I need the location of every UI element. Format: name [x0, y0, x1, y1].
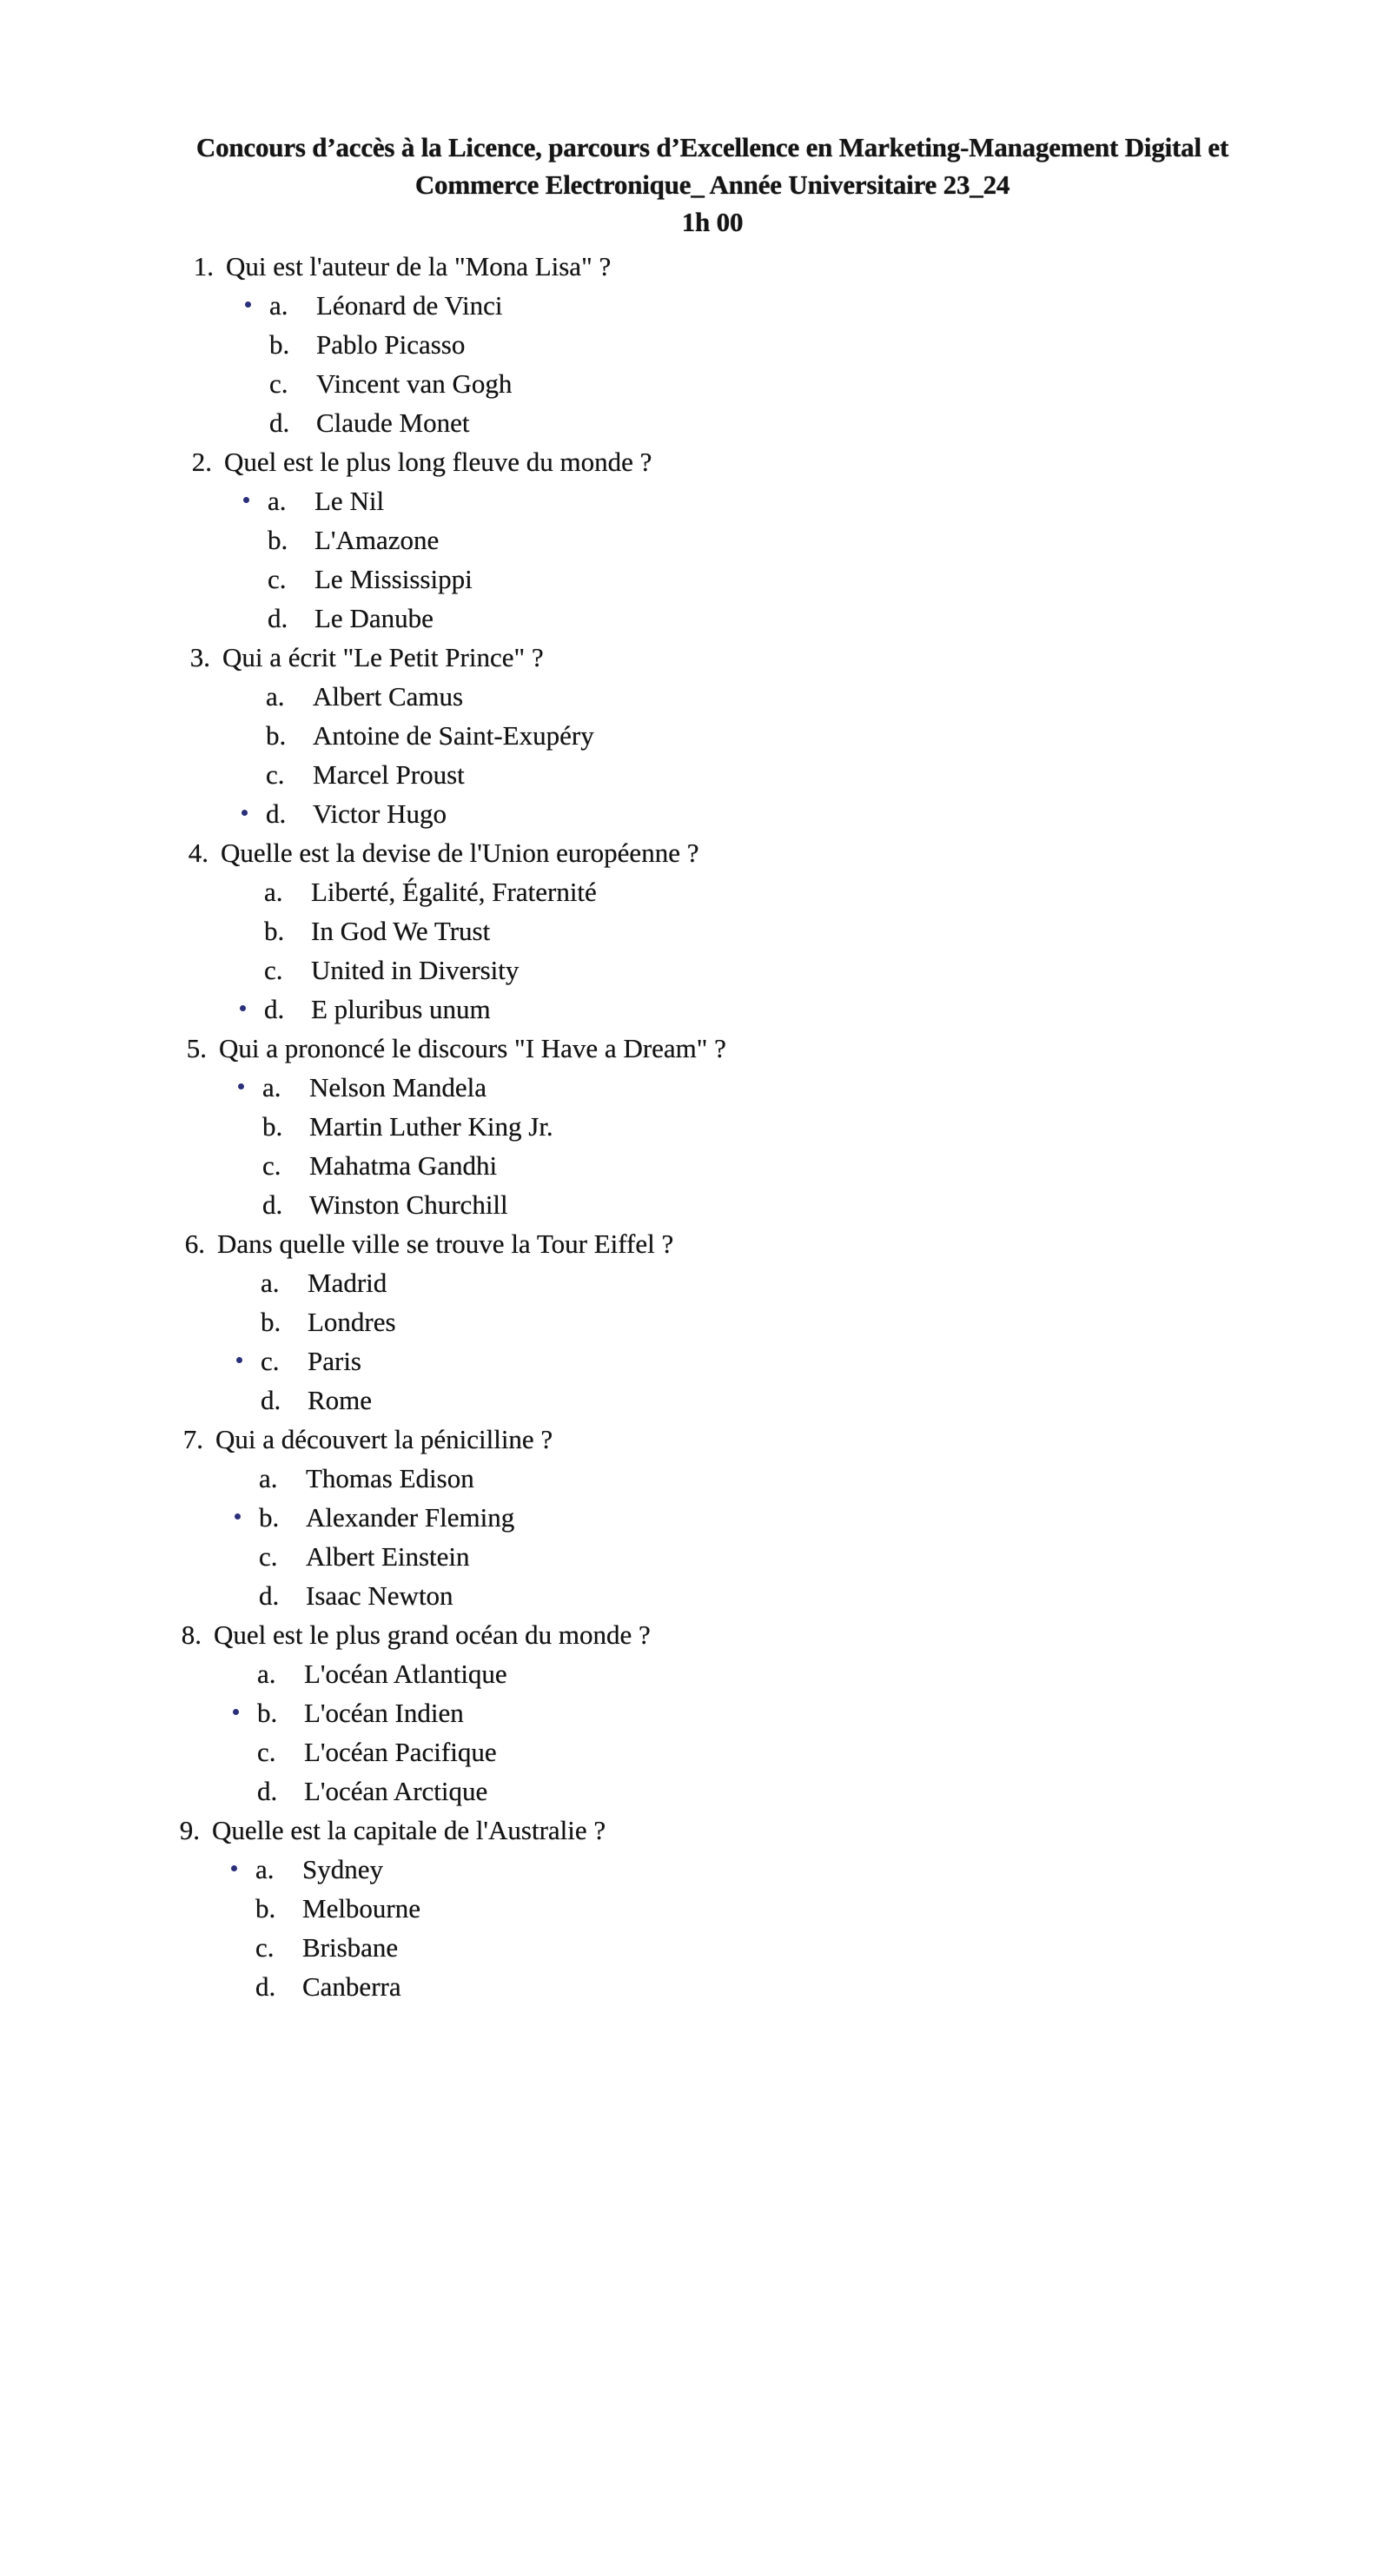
question-number: 5. — [186, 1033, 207, 1063]
question-number: 6. — [184, 1228, 205, 1259]
option-a[interactable] — [163, 1850, 1208, 1889]
option-d[interactable] — [174, 794, 1208, 833]
question-text: Qui est l'auteur de la "Mona Lisa" ? — [226, 251, 612, 281]
option-letter: c. — [264, 955, 283, 985]
option-text: Albert Einstein — [306, 1541, 470, 1572]
option-letter: a. — [262, 1072, 281, 1103]
option-b[interactable] — [177, 325, 1208, 364]
option-letter: a. — [255, 1854, 275, 1884]
exam-header — [130, 129, 1294, 241]
option-letter: d. — [257, 1776, 278, 1806]
option-text: Winston Churchill — [309, 1189, 508, 1220]
option-letter: b. — [266, 720, 287, 751]
option-list — [175, 481, 1208, 638]
option-c[interactable] — [174, 755, 1208, 794]
option-text: Antoine de Saint-Exupéry — [313, 720, 594, 751]
option-text: In God We Trust — [311, 916, 491, 946]
question-number: 7. — [182, 1424, 203, 1454]
option-text: Thomas Edison — [306, 1463, 474, 1493]
question-stem — [170, 1029, 1208, 1068]
option-text: E pluribus unum — [311, 994, 491, 1024]
exam-duration: 1h 00 — [681, 207, 744, 237]
option-list — [163, 1850, 1208, 2006]
option-text: Paris — [308, 1346, 361, 1376]
answer-mark — [233, 1709, 239, 1715]
option-letter: d. — [266, 798, 287, 829]
answer-mark — [245, 301, 251, 308]
option-a[interactable] — [165, 1654, 1208, 1693]
option-text: Albert Camus — [313, 681, 464, 712]
answer-mark — [240, 1005, 246, 1011]
option-text: Marcel Proust — [313, 759, 465, 790]
option-letter: b. — [268, 525, 288, 555]
option-d[interactable] — [175, 599, 1208, 638]
option-text: United in Diversity — [311, 955, 520, 985]
question-stem — [165, 1615, 1208, 1654]
option-list — [172, 872, 1208, 1029]
option-letter: a. — [261, 1268, 280, 1298]
option-list — [174, 677, 1208, 833]
option-c[interactable] — [177, 364, 1208, 403]
header-title-line-2: Commerce Electronique_ Année Universitaire 23_24 — [414, 169, 1010, 200]
option-d[interactable] — [163, 1967, 1208, 2006]
option-text: Martin Luther King Jr. — [309, 1111, 553, 1142]
option-c[interactable] — [169, 1341, 1208, 1381]
question-text: Qui a prononcé le discours "I Have a Dream" ? — [219, 1033, 726, 1063]
option-letter: b. — [261, 1307, 281, 1337]
option-letter: c. — [269, 368, 288, 399]
option-text: Léonard de Vinci — [316, 290, 503, 321]
option-text: Claude Monet — [316, 407, 470, 438]
option-text: Nelson Mandela — [309, 1072, 487, 1103]
question-text: Dans quelle ville se trouve la Tour Eiffel ? — [217, 1228, 674, 1259]
option-c[interactable] — [167, 1537, 1208, 1576]
option-d[interactable] — [167, 1576, 1208, 1615]
option-text: L'océan Pacifique — [304, 1737, 497, 1767]
option-letter: c. — [257, 1737, 276, 1767]
option-a[interactable] — [177, 286, 1208, 325]
option-d[interactable] — [170, 1185, 1208, 1224]
option-a[interactable] — [174, 677, 1208, 716]
answer-mark — [236, 1357, 242, 1363]
option-list — [169, 1263, 1208, 1420]
option-letter: c. — [268, 564, 287, 594]
option-b[interactable] — [172, 911, 1208, 950]
answer-mark — [243, 497, 249, 503]
option-letter: c. — [259, 1541, 278, 1572]
option-list — [177, 286, 1208, 442]
option-d[interactable] — [169, 1381, 1208, 1420]
option-letter: b. — [262, 1111, 283, 1142]
question-3 — [174, 638, 1208, 833]
option-letter: b. — [269, 329, 290, 360]
option-c[interactable] — [172, 950, 1208, 990]
question-8 — [165, 1615, 1208, 1811]
option-text: Mahatma Gandhi — [309, 1150, 498, 1181]
option-text: Le Danube — [314, 603, 434, 633]
answer-mark — [235, 1513, 241, 1520]
option-letter: d. — [255, 1971, 276, 2002]
question-number: 4. — [188, 838, 208, 868]
option-text: Brisbane — [302, 1932, 399, 1963]
option-text: Londres — [308, 1307, 396, 1337]
question-number: 1. — [193, 251, 214, 281]
option-letter: d. — [264, 994, 285, 1024]
option-b[interactable] — [163, 1889, 1208, 1928]
option-b[interactable] — [165, 1693, 1208, 1732]
option-letter: d. — [262, 1189, 283, 1220]
question-number: 9. — [179, 1815, 200, 1845]
question-text: Quelle est la devise de l'Union européenne ? — [221, 838, 699, 868]
question-4 — [172, 833, 1208, 1029]
header-title-line-1: Concours d’accès à la Licence, parcours d’Excellence en Marketing-Management Digital et — [195, 132, 1229, 162]
option-text: Liberté, Égalité, Fraternité — [311, 877, 597, 907]
option-letter: a. — [259, 1463, 278, 1493]
option-text: L'océan Arctique — [304, 1776, 488, 1806]
option-letter: a. — [257, 1659, 276, 1689]
question-text: Quel est le plus long fleuve du monde ? — [224, 447, 652, 477]
option-letter: a. — [268, 486, 287, 516]
question-list — [165, 247, 1208, 2006]
question-2 — [175, 442, 1208, 638]
option-text: Le Mississippi — [314, 564, 473, 594]
option-letter: a. — [266, 681, 285, 712]
option-letter: d. — [268, 603, 288, 633]
question-5 — [170, 1029, 1208, 1224]
question-stem — [172, 833, 1208, 872]
question-stem — [167, 1420, 1208, 1459]
question-text: Quel est le plus grand océan du monde ? — [214, 1619, 651, 1650]
option-text: Vincent van Gogh — [316, 368, 513, 399]
option-a[interactable] — [172, 872, 1208, 911]
option-text: Canberra — [302, 1971, 401, 2002]
question-stem — [174, 638, 1208, 677]
question-stem — [163, 1811, 1208, 1850]
question-text: Qui a écrit "Le Petit Prince" ? — [222, 642, 544, 672]
option-d[interactable] — [172, 990, 1208, 1029]
option-list — [170, 1068, 1208, 1224]
option-b[interactable] — [175, 520, 1208, 560]
answer-mark — [231, 1865, 237, 1871]
option-letter: b. — [255, 1893, 276, 1924]
option-list — [165, 1654, 1208, 1811]
option-b[interactable] — [167, 1498, 1208, 1537]
option-c[interactable] — [163, 1928, 1208, 1967]
option-text: Rome — [308, 1385, 373, 1415]
option-a[interactable] — [169, 1263, 1208, 1302]
option-d[interactable] — [165, 1771, 1208, 1811]
question-number: 8. — [181, 1619, 202, 1650]
option-b[interactable] — [174, 716, 1208, 755]
option-a[interactable] — [175, 481, 1208, 520]
question-stem — [177, 247, 1208, 286]
option-a[interactable] — [167, 1459, 1208, 1498]
question-stem — [169, 1224, 1208, 1263]
option-d[interactable] — [177, 403, 1208, 442]
question-7 — [167, 1420, 1208, 1615]
option-text: L'océan Indien — [304, 1698, 464, 1728]
option-letter: b. — [259, 1502, 280, 1533]
option-letter: c. — [266, 759, 285, 790]
option-text: Madrid — [308, 1268, 387, 1298]
option-text: Melbourne — [302, 1893, 421, 1924]
option-letter: d. — [269, 407, 290, 438]
option-letter: c. — [261, 1346, 280, 1376]
option-text: Le Nil — [314, 486, 385, 516]
question-1 — [177, 247, 1208, 442]
option-c[interactable] — [170, 1146, 1208, 1185]
question-9 — [163, 1811, 1208, 2006]
option-letter: a. — [269, 290, 288, 321]
option-letter: b. — [257, 1698, 278, 1728]
answer-mark — [242, 810, 248, 816]
option-text: Sydney — [302, 1854, 383, 1884]
option-b[interactable] — [169, 1302, 1208, 1341]
option-text: Pablo Picasso — [316, 329, 466, 360]
option-list — [167, 1459, 1208, 1615]
option-text: Isaac Newton — [306, 1580, 453, 1611]
option-letter: d. — [261, 1385, 281, 1415]
option-c[interactable] — [165, 1732, 1208, 1771]
question-stem — [175, 442, 1208, 481]
option-letter: a. — [264, 877, 283, 907]
question-number: 2. — [191, 447, 212, 477]
option-text: L'Amazone — [314, 525, 440, 555]
option-text: Alexander Fleming — [306, 1502, 515, 1533]
question-text: Qui a découvert la pénicilline ? — [215, 1424, 553, 1454]
question-text: Quelle est la capitale de l'Australie ? — [212, 1815, 606, 1845]
option-letter: c. — [262, 1150, 281, 1181]
question-6 — [169, 1224, 1208, 1420]
option-b[interactable] — [170, 1107, 1208, 1146]
option-c[interactable] — [175, 560, 1208, 599]
option-letter: d. — [259, 1580, 280, 1611]
option-letter: c. — [255, 1932, 275, 1963]
question-number: 3. — [189, 642, 210, 672]
option-letter: b. — [264, 916, 285, 946]
option-a[interactable] — [170, 1068, 1208, 1107]
answer-mark — [238, 1083, 244, 1089]
option-text: L'océan Atlantique — [304, 1659, 507, 1689]
option-text: Victor Hugo — [313, 798, 447, 829]
